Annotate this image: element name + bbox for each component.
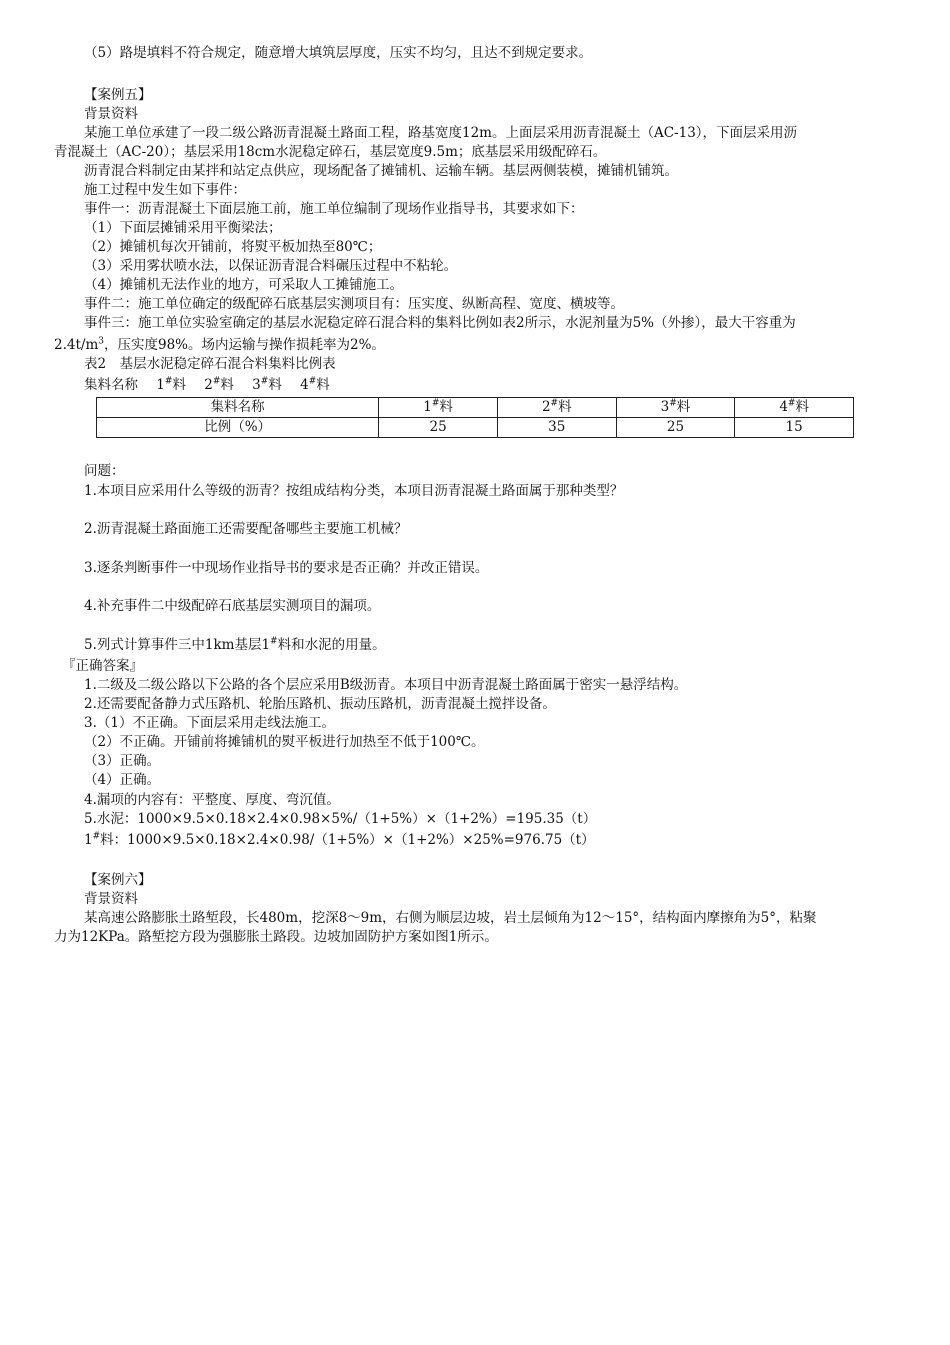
event2-text: 事件二：施工单位确定的级配碎石底基层实测项目有：压实度、纵断高程、宽度、横坡等。 (84, 296, 624, 312)
table-row (97, 398, 854, 418)
answer-label: 『正确答案』 (62, 658, 143, 674)
table-caption: 表2 基层水泥稳定碎石混合料集料比例表 (84, 356, 336, 372)
table-repeat-label: 集料名称 (84, 377, 138, 393)
case6-title: 【案例六】 (84, 872, 152, 888)
table-cell-2: 35 (497, 418, 616, 438)
event3-compaction-text: ，压实度98%。场内运输与操作损耗率为2%。 (103, 337, 385, 353)
table-cell-1: 25 (379, 418, 498, 438)
table-cell-3: 25 (616, 418, 735, 438)
answer-3-item-3: （3）正确。 (84, 753, 161, 769)
table-repeat-item-3: 3#料 (252, 376, 282, 393)
event3-density-value: 2.4t/m (54, 337, 99, 353)
case5-title: 【案例五】 (84, 87, 152, 103)
answer-3-item-4: （4）正确。 (84, 772, 161, 788)
table-header-4: 4#料 (735, 398, 854, 418)
table-header-1: 1#料 (379, 398, 498, 418)
answer-5-line-2: 1#料：1000×9.5×0.18×2.4×0.98/（1+5%）×（1+2%）×25%=976.75（t） (84, 831, 595, 848)
event3-text-b (54, 336, 385, 355)
case6-paragraph-1b: 力为12KPa。路堑挖方段为强膨胀土路段。边坡加固防护方案如图1所示。 (54, 929, 498, 945)
table-repeat-item-1: 1#料 (156, 376, 186, 393)
event1-item-3: （3）采用雾状喷水法，以保证沥青混合料碾压过程中不粘轮。 (84, 258, 458, 274)
case5-bg-paragraph-2: 沥青混合料制定由某拌和站定点供应，现场配备了摊铺机、运输车辆。基层两侧装模，摊铺机铺筑。 (84, 163, 678, 179)
event1-item-1: （1）下面层摊铺采用平衡梁法； (84, 220, 282, 236)
event3-density-sup: 3 (98, 336, 104, 347)
aggregate-ratio-table (96, 397, 854, 438)
answer-1: 1.二级及二级公路以下公路的各个层应采用B级沥青。本项目中沥青混凝土路面属于密实一悬浮结构。 (84, 677, 688, 693)
event1-item-2: （2）摊铺机每次开铺前，将熨平板加热至80℃； (84, 239, 382, 255)
table-row (97, 418, 854, 438)
answer-5-line-1: 5.水泥：1000×9.5×0.18×2.4×0.98×5%/（1+5%）×（1+2%）=195.35（t） (84, 811, 597, 827)
case6-paragraph-1a: 某高速公路膨胀土路堑段，长480m，挖深8～9m，右侧为顺层边坡，岩土层倾角为12～15°，结构面内摩擦角为5°，粘聚 (84, 910, 817, 926)
table-repeat-item-4: 4#料 (300, 376, 330, 393)
table-row-label: 比例（%） (97, 418, 379, 438)
case6-background-label: 背景资料 (84, 891, 138, 907)
question-4: 4.补充事件二中级配碎石底基层实测项目的漏项。 (84, 598, 381, 614)
table-header-2: 2#料 (497, 398, 616, 418)
case5-bg-paragraph-1b: 青混凝土（AC-20）；基层采用18cm水泥稳定碎石，基层宽度9.5m；底基层采用级配碎石。 (54, 144, 607, 160)
event1-text: 事件一：沥青混凝土下面层施工前，施工单位编制了现场作业指导书，其要求如下： (84, 201, 584, 217)
question-3: 3.逐条判断事件一中现场作业指导书的要求是否正确？并改正错误。 (84, 560, 489, 576)
answer-4: 4.漏项的内容有：平整度、厚度、弯沉值。 (84, 792, 340, 808)
questions-label: 问题： (84, 463, 125, 479)
table-cell-4: 15 (735, 418, 854, 438)
question-2: 2.沥青混凝土路面施工还需要配备哪些主要施工机械？ (84, 521, 408, 537)
question-1: 1.本项目应采用什么等级的沥青？按组成结构分类，本项目沥青混凝土路面属于那种类型？ (84, 483, 624, 499)
table-repeat-line (84, 376, 330, 395)
answer-2: 2.还需要配备静力式压路机、轮胎压路机、振动压路机，沥青混凝土搅拌设备。 (84, 696, 556, 712)
event3-text-a: 事件三：施工单位实验室确定的基层水泥稳定碎石混合料的集料比例如表2所示，水泥剂量为5%（外掺），最大干容重为 (84, 315, 796, 331)
question-5: 5.列式计算事件三中1km基层1#料和水泥的用量。 (84, 636, 386, 653)
intro-line: （5）路堤填料不符合规定，随意增大填筑层厚度，压实不均匀，且达不到规定要求。 (84, 45, 593, 61)
case5-bg-paragraph-3: 施工过程中发生如下事件： (84, 182, 246, 198)
case5-background-label: 背景资料 (84, 106, 138, 122)
case5-bg-paragraph-1a: 某施工单位承建了一段二级公路沥青混凝土路面工程，路基宽度12m。上面层采用沥青混凝土（AC-13），下面层采用沥 (84, 125, 798, 141)
answer-3-item-2: （2）不正确。开铺前将摊铺机的熨平板进行加热至不低于100℃。 (84, 734, 485, 750)
table-header-label: 集料名称 (97, 398, 379, 418)
event1-item-4: （4）摊铺机无法作业的地方，可采取人工摊铺施工。 (84, 277, 404, 293)
table-repeat-item-2: 2#料 (204, 376, 234, 393)
table-header-3: 3#料 (616, 398, 735, 418)
answer-3-item-1: 3.（1）不正确。下面层采用走线法施工。 (84, 715, 335, 731)
